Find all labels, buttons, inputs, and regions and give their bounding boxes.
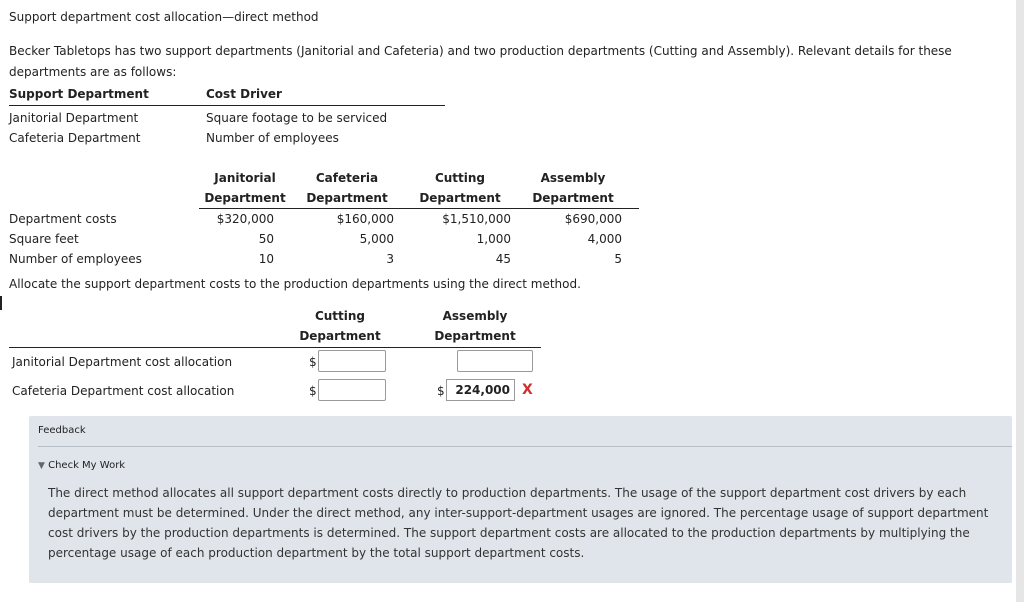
row-label: Cafeteria Department cost allocation: [12, 384, 235, 398]
row-label: Square feet: [9, 232, 79, 246]
header-line: Cutting: [314, 309, 366, 323]
janitorial-assembly-input[interactable]: [457, 350, 533, 372]
table-cell: 45: [495, 252, 511, 266]
table-header-row: [9, 87, 445, 106]
instruction-text: Allocate the support department costs to the production departments using the direct method.: [9, 277, 581, 291]
header-line: Department: [434, 329, 516, 343]
header-line: Department: [299, 329, 381, 343]
table-header-row: [199, 167, 639, 188]
row-label: Number of employees: [9, 252, 142, 266]
row-label: Janitorial Department cost allocation: [12, 355, 233, 369]
column-header: Department: [306, 191, 388, 205]
table-header-row: [199, 188, 639, 209]
table-cell: 10: [258, 252, 274, 266]
header-line: Assembly: [442, 309, 508, 323]
header-divider: [9, 347, 541, 348]
column-header: Cafeteria: [315, 170, 379, 185]
column-header: Support Department: [9, 87, 206, 106]
table-cell: 5,000: [359, 232, 394, 246]
cafeteria-assembly-input[interactable]: 224,000: [446, 379, 515, 401]
question-marker: [0, 296, 2, 310]
table-cell: Square footage to be serviced: [206, 111, 388, 125]
feedback-label: Feedback: [38, 425, 86, 436]
cafeteria-cutting-input[interactable]: [318, 379, 386, 401]
column-header: Department: [204, 191, 286, 205]
feedback-text: The direct method allocates all support department costs directly to production departments. The usage of the support department cost drivers by each department must be determined. Under the direct method, any inter-support-department usages are ignored. The percentage usage of support department cost drivers by the production departments is determined. The support department costs are allocated to the production departments by multiplying the percentage usage of each production department by the total support department costs.: [48, 486, 989, 560]
table-cell: 5: [614, 252, 622, 266]
column-header: Cost Driver: [206, 87, 282, 101]
janitorial-cutting-input[interactable]: [318, 350, 386, 372]
intro-paragraph: Becker Tabletops has two support departments (Janitorial and Cafeteria) and two production departments (Cutting and Assembly). Relevant details for these departments are as follows:: [9, 44, 952, 79]
table-cell: Cafeteria Department: [9, 131, 141, 145]
table-cell: $160,000: [336, 212, 394, 226]
page-title: Support department cost allocation—direct method: [9, 10, 319, 24]
department-data-table: [9, 167, 639, 269]
table-cell: 50: [258, 232, 274, 246]
table-cell: Number of employees: [206, 131, 339, 145]
currency-symbol: $: [309, 384, 317, 398]
currency-symbol: $: [437, 384, 445, 398]
check-my-work-label: Check My Work: [48, 460, 126, 471]
column-header: Department: [532, 191, 614, 205]
triangle-down-icon: ▼: [38, 461, 45, 471]
table-cell: 1,000: [476, 232, 511, 246]
table-cell: $320,000: [216, 212, 274, 226]
feedback-divider: [38, 446, 1012, 447]
table-row: [9, 108, 445, 128]
table-cell: 3: [386, 252, 394, 266]
column-header: Assembly: [540, 170, 606, 185]
column-header: Janitorial: [214, 170, 276, 185]
cutting-column-header: [296, 306, 384, 346]
check-my-work-toggle[interactable]: [38, 460, 125, 471]
table-row: [9, 209, 639, 229]
scrollbar-track[interactable]: [1016, 0, 1024, 602]
table-row: [9, 249, 639, 269]
table-cell: Janitorial Department: [9, 111, 139, 125]
currency-symbol: $: [309, 355, 317, 369]
table-cell: $690,000: [564, 212, 622, 226]
row-label: Department costs: [9, 212, 117, 226]
feedback-panel: [29, 416, 1012, 583]
table-row: [9, 229, 639, 249]
assembly-column-header: [431, 306, 519, 346]
support-department-table: [9, 87, 445, 148]
column-header: Department: [419, 191, 501, 205]
table-cell: 4,000: [587, 232, 622, 246]
table-row: [9, 128, 445, 148]
table-cell: $1,510,000: [442, 212, 511, 226]
incorrect-icon: X: [522, 382, 533, 398]
column-header: Cutting: [434, 170, 486, 185]
